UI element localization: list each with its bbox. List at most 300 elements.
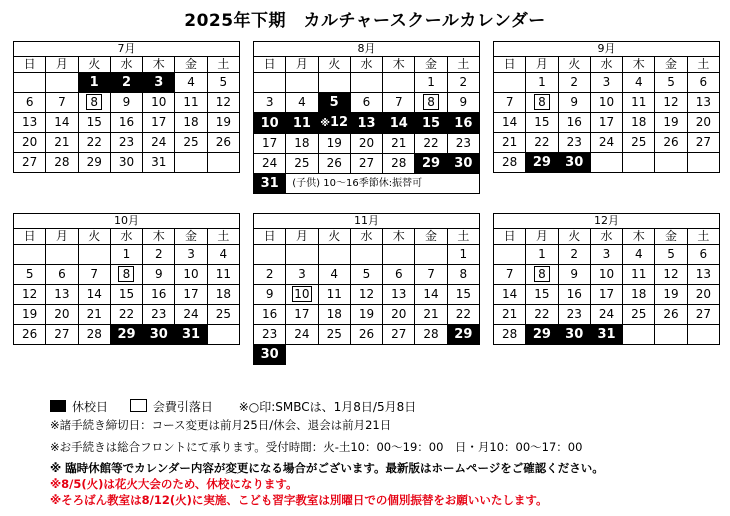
day-cell: 13 <box>14 113 46 133</box>
calendar-august <box>253 41 480 194</box>
empty-cell <box>590 153 622 173</box>
note-fireworks: ※8/5(火)は花火大会のため、休校になります。 <box>50 477 298 491</box>
day-cell: 29 <box>415 154 447 174</box>
day-cell: 27 <box>687 305 719 325</box>
week-row <box>494 153 720 173</box>
calendar-december <box>493 213 720 345</box>
day-cell: 26 <box>655 133 687 153</box>
day-cell: 26 <box>14 325 46 345</box>
week-row <box>14 245 240 265</box>
day-cell: 21 <box>494 133 526 153</box>
day-cell: 14 <box>494 113 526 133</box>
day-cell: 1 <box>415 73 447 93</box>
day-cell <box>318 113 350 134</box>
month-label: 7月 <box>14 42 240 57</box>
calendar-september <box>493 41 720 173</box>
empty-cell <box>46 245 78 265</box>
weekday-header: 水 <box>590 57 622 73</box>
day-cell: 5 <box>655 73 687 93</box>
weekday-header: 木 <box>143 229 175 245</box>
day-cell: 25 <box>623 305 655 325</box>
weekday-header: 火 <box>318 229 350 245</box>
empty-cell <box>318 245 350 265</box>
day-cell: 2 <box>143 245 175 265</box>
day-cell: 20 <box>687 285 719 305</box>
weekday-header: 土 <box>207 57 239 73</box>
day-cell: 29 <box>447 325 479 345</box>
day-cell: 13 <box>687 93 719 113</box>
empty-cell <box>14 245 46 265</box>
day-cell: 2 <box>254 265 286 285</box>
week-row <box>14 265 240 285</box>
empty-cell <box>78 245 110 265</box>
day-cell: 14 <box>46 113 78 133</box>
empty-cell <box>687 153 719 173</box>
weekday-header: 水 <box>590 229 622 245</box>
day-cell: 15 <box>526 113 558 133</box>
calendar-november <box>253 213 480 365</box>
day-cell: 13 <box>46 285 78 305</box>
empty-cell <box>286 73 318 93</box>
day-cell: 28 <box>494 325 526 345</box>
day-cell: 14 <box>494 285 526 305</box>
week-row <box>14 113 240 133</box>
week-row <box>254 265 480 285</box>
day-cell: 16 <box>143 285 175 305</box>
weekday-header: 水 <box>350 57 382 73</box>
day-cell: 20 <box>350 134 382 154</box>
day-cell: 14 <box>383 113 415 134</box>
weekday-header: 水 <box>110 57 142 73</box>
fee-day-box: 8 <box>86 94 102 110</box>
note-closure-change: ※ 臨時休館等でカレンダー内容が変更になる場合がございます。最新版はホームページをご確認ください。 <box>50 461 604 475</box>
empty-cell <box>254 73 286 93</box>
weekday-header: 火 <box>78 229 110 245</box>
week-row <box>254 174 480 194</box>
weekday-header: 月 <box>286 57 318 73</box>
day-cell: 31 <box>143 153 175 173</box>
day-cell: 18 <box>175 113 207 133</box>
day-cell: 1 <box>526 245 558 265</box>
day-cell: 16 <box>447 113 479 134</box>
day-cell: 26 <box>655 305 687 325</box>
day-cell: 20 <box>383 305 415 325</box>
day-cell: 23 <box>558 133 590 153</box>
week-row <box>494 73 720 93</box>
day-cell: 29 <box>526 325 558 345</box>
day-cell: 31 <box>590 325 622 345</box>
day-number: 12 <box>330 115 349 130</box>
week-row <box>14 305 240 325</box>
day-cell: 30 <box>110 153 142 173</box>
day-cell: 9 <box>254 285 286 305</box>
day-cell: 1 <box>78 73 110 93</box>
day-cell: 22 <box>110 305 142 325</box>
weekday-header: 火 <box>558 57 590 73</box>
weekday-header: 木 <box>383 229 415 245</box>
day-cell: 1 <box>526 73 558 93</box>
day-cell: 8 <box>447 265 479 285</box>
month-note: (子供) 10～16季節休:振替可 <box>286 174 480 194</box>
fee-day-box: 8 <box>118 266 134 282</box>
week-row <box>14 73 240 93</box>
day-cell: 3 <box>254 93 286 113</box>
weekday-header: 月 <box>286 229 318 245</box>
empty-cell <box>623 325 655 345</box>
day-cell: 5 <box>655 245 687 265</box>
weekday-header: 木 <box>623 229 655 245</box>
day-cell: 7 <box>494 93 526 113</box>
day-cell: 7 <box>78 265 110 285</box>
empty-cell <box>207 153 239 173</box>
weekday-header: 土 <box>687 229 719 245</box>
legend <box>50 399 416 415</box>
day-cell: 28 <box>415 325 447 345</box>
day-cell: 16 <box>558 285 590 305</box>
day-cell: 11 <box>175 93 207 113</box>
weekday-header: 火 <box>78 57 110 73</box>
day-cell: 10 <box>590 93 622 113</box>
weekday-header: 土 <box>687 57 719 73</box>
month-label: 10月 <box>14 214 240 229</box>
day-cell: 11 <box>318 285 350 305</box>
day-cell: 13 <box>687 265 719 285</box>
month-label: 11月 <box>254 214 480 229</box>
day-cell: 12 <box>655 265 687 285</box>
day-cell: 7 <box>494 265 526 285</box>
empty-cell <box>286 345 480 365</box>
week-row <box>494 113 720 133</box>
weekday-header: 水 <box>350 229 382 245</box>
month-label: 8月 <box>254 42 480 57</box>
week-row <box>254 285 480 305</box>
day-cell: 29 <box>78 153 110 173</box>
weekday-header: 日 <box>254 57 286 73</box>
empty-cell <box>14 73 46 93</box>
day-cell: 25 <box>286 154 318 174</box>
day-cell: 24 <box>254 154 286 174</box>
weekday-header: 金 <box>175 229 207 245</box>
day-cell: 3 <box>590 73 622 93</box>
month-label: 9月 <box>494 42 720 57</box>
day-cell: 6 <box>14 93 46 113</box>
day-cell: 17 <box>143 113 175 133</box>
day-cell: 16 <box>110 113 142 133</box>
day-cell: 2 <box>110 73 142 93</box>
day-cell: 20 <box>46 305 78 325</box>
week-row <box>494 133 720 153</box>
weekday-header: 日 <box>14 229 46 245</box>
day-cell: 18 <box>318 305 350 325</box>
day-cell <box>415 93 447 113</box>
week-row <box>254 305 480 325</box>
day-cell: 4 <box>175 73 207 93</box>
day-cell: 3 <box>286 265 318 285</box>
empty-cell <box>687 325 719 345</box>
calendar-october <box>13 213 240 345</box>
day-cell: 25 <box>207 305 239 325</box>
day-cell: 11 <box>623 93 655 113</box>
day-cell: 22 <box>447 305 479 325</box>
page-title: 2025年下期 カルチャースクールカレンダー <box>184 11 546 31</box>
day-cell: 10 <box>590 265 622 285</box>
day-cell: 20 <box>687 113 719 133</box>
day-cell: 30 <box>558 325 590 345</box>
day-cell: 22 <box>526 133 558 153</box>
day-cell: 24 <box>590 133 622 153</box>
weekday-header: 月 <box>526 229 558 245</box>
fee-swatch <box>130 399 147 412</box>
weekday-header: 火 <box>318 57 350 73</box>
day-cell: 19 <box>350 305 382 325</box>
day-cell: 22 <box>78 133 110 153</box>
day-cell: 15 <box>415 113 447 134</box>
week-row <box>494 325 720 345</box>
day-cell: 12 <box>350 285 382 305</box>
day-cell: 21 <box>383 134 415 154</box>
day-cell: 17 <box>590 285 622 305</box>
day-cell: 6 <box>46 265 78 285</box>
day-cell: 27 <box>46 325 78 345</box>
day-cell: 19 <box>655 285 687 305</box>
day-cell: 5 <box>318 93 350 113</box>
day-cell: 7 <box>415 265 447 285</box>
fee-day-box: 8 <box>423 94 439 110</box>
day-cell: 4 <box>286 93 318 113</box>
weekday-header: 火 <box>558 229 590 245</box>
fee-day-box: 10 <box>294 287 310 301</box>
day-cell: 7 <box>46 93 78 113</box>
day-cell: 1 <box>447 245 479 265</box>
day-cell: 9 <box>143 265 175 285</box>
day-cell: 2 <box>558 73 590 93</box>
day-cell: 14 <box>415 285 447 305</box>
weekday-header: 月 <box>46 57 78 73</box>
marked-day-prefix: ※ <box>320 118 331 129</box>
day-cell: 25 <box>175 133 207 153</box>
day-cell: 31 <box>254 174 286 194</box>
day-cell: 5 <box>14 265 46 285</box>
weekday-header: 日 <box>494 229 526 245</box>
day-cell: 4 <box>623 245 655 265</box>
weekday-header: 月 <box>46 229 78 245</box>
day-cell: 11 <box>286 113 318 134</box>
day-cell: 27 <box>14 153 46 173</box>
week-row <box>494 265 720 285</box>
day-cell: 18 <box>207 285 239 305</box>
day-cell: 5 <box>350 265 382 285</box>
day-cell: 12 <box>655 93 687 113</box>
week-row <box>254 134 480 154</box>
day-cell: 13 <box>383 285 415 305</box>
day-cell: 21 <box>415 305 447 325</box>
day-cell: 30 <box>254 345 286 365</box>
week-row <box>254 245 480 265</box>
day-cell: 12 <box>207 93 239 113</box>
week-row <box>14 325 240 345</box>
day-cell: 6 <box>687 73 719 93</box>
day-cell: 9 <box>447 93 479 113</box>
day-cell: 2 <box>447 73 479 93</box>
weekday-header: 水 <box>110 229 142 245</box>
day-cell: 27 <box>350 154 382 174</box>
day-cell: 2 <box>558 245 590 265</box>
day-cell: 16 <box>254 305 286 325</box>
day-cell: 15 <box>526 285 558 305</box>
day-cell: 29 <box>110 325 142 345</box>
day-cell: 19 <box>655 113 687 133</box>
day-cell: 14 <box>78 285 110 305</box>
day-cell: 26 <box>318 154 350 174</box>
weekday-header: 金 <box>655 229 687 245</box>
day-cell <box>286 285 318 305</box>
smbc-note: ※○印:SMBCは、1月8日/5月8日 <box>238 400 417 414</box>
day-cell: 13 <box>350 113 382 134</box>
day-cell: 15 <box>447 285 479 305</box>
day-cell: 11 <box>207 265 239 285</box>
empty-cell <box>254 245 286 265</box>
empty-cell <box>655 153 687 173</box>
day-cell: 31 <box>175 325 207 345</box>
day-cell: 17 <box>286 305 318 325</box>
day-cell: 17 <box>175 285 207 305</box>
day-cell: 18 <box>286 134 318 154</box>
day-cell: 18 <box>623 113 655 133</box>
fee-day-box: 8 <box>534 266 550 282</box>
empty-cell <box>623 153 655 173</box>
empty-cell <box>175 153 207 173</box>
day-cell: 7 <box>383 93 415 113</box>
week-row <box>254 325 480 345</box>
day-cell: 21 <box>78 305 110 325</box>
day-cell: 24 <box>590 305 622 325</box>
closed-label: 休校日 <box>72 400 109 414</box>
day-cell: 25 <box>318 325 350 345</box>
day-cell: 15 <box>78 113 110 133</box>
week-row <box>14 133 240 153</box>
calendar-july <box>13 41 240 173</box>
day-cell: 11 <box>623 265 655 285</box>
day-cell: 21 <box>46 133 78 153</box>
weekday-header: 木 <box>383 57 415 73</box>
day-cell: 30 <box>143 325 175 345</box>
weekday-header: 日 <box>494 57 526 73</box>
fee-label: 会費引落日 <box>152 400 213 414</box>
day-cell: 10 <box>254 113 286 134</box>
empty-cell <box>494 245 526 265</box>
day-cell: 23 <box>558 305 590 325</box>
day-cell: 15 <box>110 285 142 305</box>
empty-cell <box>383 245 415 265</box>
day-cell: 19 <box>207 113 239 133</box>
day-cell: 28 <box>494 153 526 173</box>
day-cell: 1 <box>110 245 142 265</box>
day-cell: 24 <box>286 325 318 345</box>
empty-cell <box>286 245 318 265</box>
day-cell: 28 <box>383 154 415 174</box>
note-soroban: ※そろばん教室は8/12(火)に実施、こども習字教室は別曜日での個別振替をお願いいたします。 <box>50 493 548 507</box>
weekday-header: 土 <box>447 229 479 245</box>
day-cell: 4 <box>207 245 239 265</box>
day-cell: 26 <box>207 133 239 153</box>
day-cell: 9 <box>110 93 142 113</box>
day-cell <box>526 265 558 285</box>
empty-cell <box>207 325 239 345</box>
week-row <box>254 93 480 113</box>
day-cell: 6 <box>687 245 719 265</box>
week-row <box>494 245 720 265</box>
day-cell: 22 <box>415 134 447 154</box>
weekday-header: 金 <box>415 57 447 73</box>
day-cell: 9 <box>558 93 590 113</box>
day-cell <box>110 265 142 285</box>
day-cell: 3 <box>143 73 175 93</box>
week-row <box>14 153 240 173</box>
day-cell: 23 <box>143 305 175 325</box>
empty-cell <box>350 245 382 265</box>
day-cell: 18 <box>623 285 655 305</box>
day-cell: 21 <box>494 305 526 325</box>
day-cell: 20 <box>14 133 46 153</box>
weekday-header: 金 <box>655 57 687 73</box>
weekday-header: 土 <box>447 57 479 73</box>
empty-cell <box>383 73 415 93</box>
day-cell: 17 <box>254 134 286 154</box>
day-cell: 9 <box>558 265 590 285</box>
empty-cell <box>318 73 350 93</box>
day-cell: 24 <box>175 305 207 325</box>
weekday-header: 日 <box>14 57 46 73</box>
note-deadline: ※諸手続き締切日：コース変更は前月25日/休会、退会は前月21日 <box>50 418 392 432</box>
weekday-header: 日 <box>254 229 286 245</box>
day-cell: 6 <box>383 265 415 285</box>
day-cell: 5 <box>207 73 239 93</box>
day-cell: 19 <box>318 134 350 154</box>
week-row <box>494 93 720 113</box>
day-cell: 27 <box>687 133 719 153</box>
day-cell: 3 <box>175 245 207 265</box>
closed-swatch <box>50 400 66 412</box>
day-cell: 23 <box>447 134 479 154</box>
day-cell: 19 <box>14 305 46 325</box>
empty-cell <box>415 245 447 265</box>
day-cell: 22 <box>526 305 558 325</box>
week-row <box>254 154 480 174</box>
day-cell: 3 <box>590 245 622 265</box>
empty-cell <box>494 73 526 93</box>
week-row <box>254 113 480 134</box>
day-cell: 16 <box>558 113 590 133</box>
day-cell: 30 <box>558 153 590 173</box>
day-cell: 10 <box>175 265 207 285</box>
week-row <box>494 305 720 325</box>
day-cell: 10 <box>143 93 175 113</box>
day-cell <box>78 93 110 113</box>
day-cell: 4 <box>623 73 655 93</box>
day-cell: 29 <box>526 153 558 173</box>
month-label: 12月 <box>494 214 720 229</box>
week-row <box>494 285 720 305</box>
empty-cell <box>655 325 687 345</box>
day-cell: 25 <box>623 133 655 153</box>
week-row <box>14 93 240 113</box>
weekday-header: 月 <box>526 57 558 73</box>
day-cell: 26 <box>350 325 382 345</box>
day-cell: 23 <box>110 133 142 153</box>
day-cell: 12 <box>14 285 46 305</box>
day-cell: 17 <box>590 113 622 133</box>
empty-cell <box>46 73 78 93</box>
